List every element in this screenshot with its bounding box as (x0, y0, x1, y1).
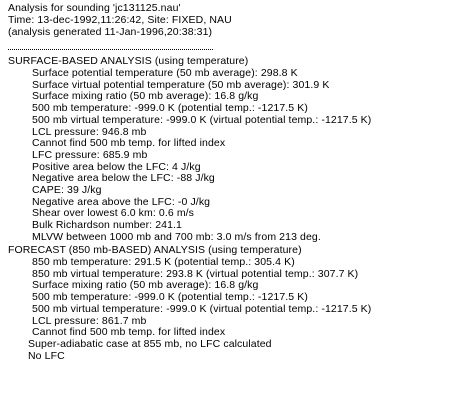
forecast-analysis-line: Surface mixing ratio (50 mb average): 16.8 g/kg (32, 279, 259, 292)
header-time-site-line: Time: 13-dec-1992,11:26:42, Site: FIXED, NAU (8, 14, 232, 26)
surface-analysis-line: Surface potential temperature (50 mb average): 298.8 K (32, 67, 298, 79)
surface-section-title: SURFACE-BASED ANALYSIS (using temperature) (8, 55, 249, 67)
forecast-analysis-line: 850 mb virtual temperature: 293.8 K (virtual potential temp.: 307.7 K) (32, 267, 359, 280)
surface-analysis-line: Negative area below the LFC: -88 J/kg (32, 172, 215, 185)
forecast-analysis-line: 500 mb virtual temperature: -999.0 K (virtual potential temp.: -1217.5 K) (32, 302, 372, 315)
sounding-analysis-report (8, 0, 462, 416)
surface-analysis-line: MLVW between 1000 mb and 700 mb: 3.0 m/s from 213 deg. (32, 230, 321, 243)
surface-analysis-line: Negative area above the LFC: -0 J/kg (32, 195, 211, 208)
surface-analysis-line: CAPE: 39 J/kg (32, 184, 102, 196)
surface-analysis-line: Bulk Richardson number: 241.1 (32, 219, 182, 232)
header-generated-line: (analysis generated 11-Jan-1996,20:38:31) (8, 26, 213, 38)
surface-analysis-line: Surface mixing ratio (50 mb average): 16.8 g/kg (32, 90, 259, 103)
surface-analysis-line: Surface virtual potential temperature (50 mb average): 301.9 K (32, 78, 330, 91)
surface-analysis-line: 500 mb virtual temperature: -999.0 K (virtual potential temp.: -1217.5 K) (32, 113, 372, 126)
forecast-analysis-line: Cannot find 500 mb temp. for lifted index (32, 326, 226, 339)
surface-analysis-line: Positive area below the LFC: 4 J/kg (32, 160, 201, 173)
surface-analysis-line: Cannot find 500 mb temp. for lifted index (32, 137, 226, 150)
forecast-note-line: No LFC (28, 349, 65, 362)
surface-analysis-line: LFC pressure: 685.9 mb (32, 148, 148, 161)
forecast-note-line: Super-adiabatic case at 855 mb, no LFC calculated (28, 338, 272, 350)
header-divider (8, 49, 213, 50)
header-sounding-line: Analysis for sounding 'jc131125.nau' (8, 2, 181, 14)
surface-analysis-line: Shear over lowest 6.0 km: 0.6 m/s (32, 207, 195, 220)
forecast-analysis-line: 500 mb temperature: -999.0 K (potential temp.: -1217.5 K) (32, 291, 308, 304)
surface-analysis-line: 500 mb temperature: -999.0 K (potential temp.: -1217.5 K) (32, 102, 308, 115)
forecast-analysis-line: LCL pressure: 861.7 mb (32, 314, 147, 327)
forecast-analysis-line: 850 mb temperature: 291.5 K (potential temp.: 305.4 K) (32, 256, 295, 268)
forecast-section-title: FORECAST (850 mb-BASED) ANALYSIS (using temperature) (8, 244, 302, 256)
surface-analysis-line: LCL pressure: 946.8 mb (32, 125, 147, 138)
